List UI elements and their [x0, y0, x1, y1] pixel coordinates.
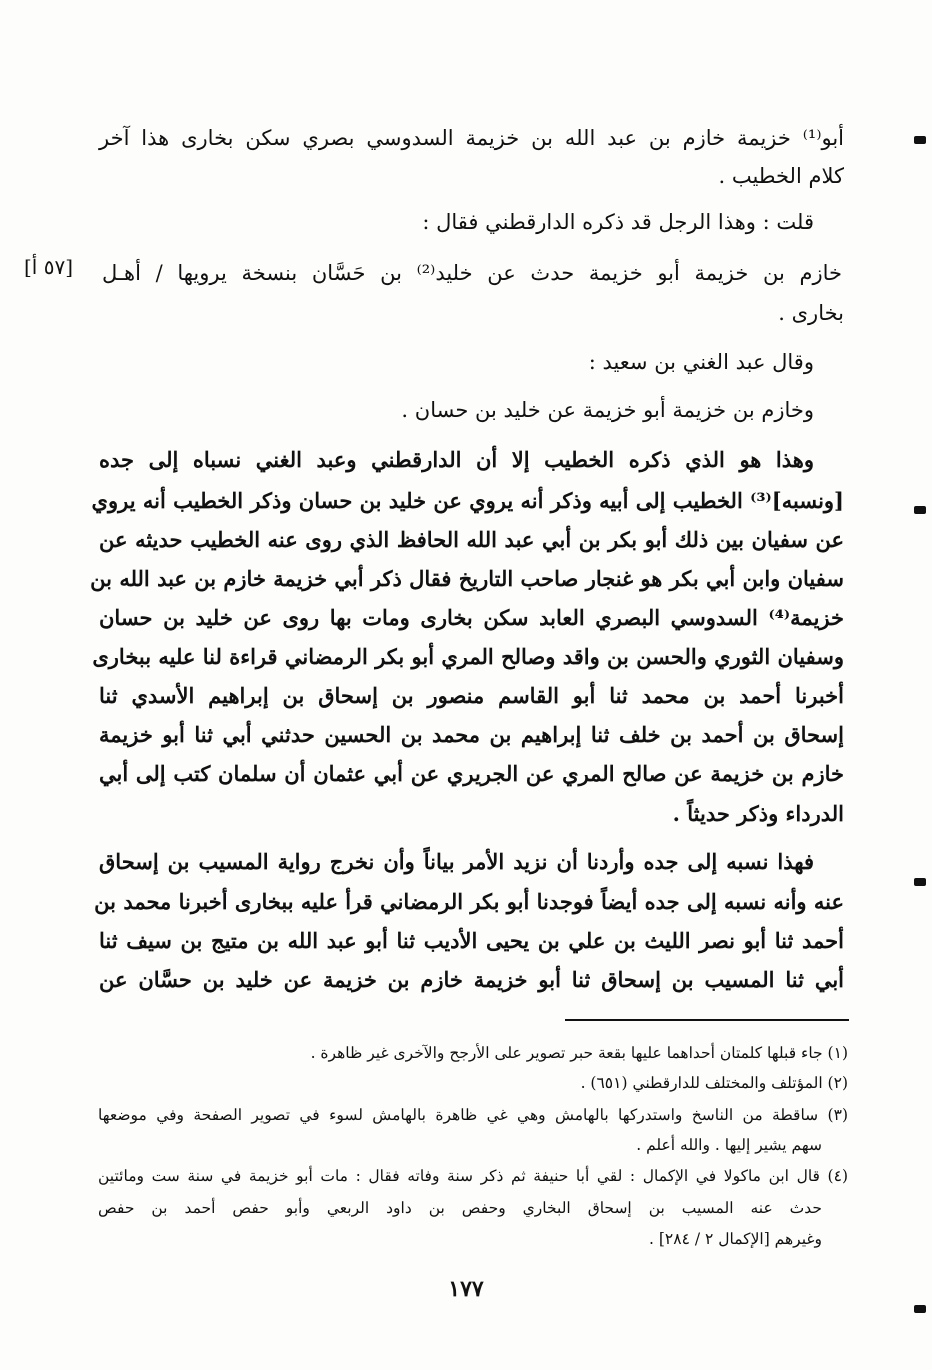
- body-line: عنه وأنه نسبه إلى جده أيضاً فوجدنا أبو بكر الرمضاني قرأ عليه ببخارى أخبرنا محمد بن: [94, 889, 844, 914]
- edge-mark: [914, 506, 926, 514]
- footnote-continuation: وغيرهم [الإكمال ٢ / ٢٨٤] .: [649, 1230, 822, 1248]
- body-line: وقال عبد الغني بن سعيد :: [588, 350, 814, 374]
- body-line: خزيمة⁽⁴⁾ السدوسي البصري العابد سكن بخارى ومات بها روى عن خليد بن حسان: [99, 605, 844, 630]
- body-line: [ونسبه]⁽³⁾ الخطيب إلى أبيه وذكر أنه يروي عن خليد بن حسان وذكر الخطيب أنه يروي: [91, 488, 844, 513]
- folio-margin-note: [٥٧ أ]: [24, 255, 74, 279]
- body-line: خازم بن خزيمة أبو خزيمة حدث عن خليد⁽²⁾ بن حَسَّان بنسخة يرويها / أهـل: [102, 261, 842, 285]
- body-line: إسحاق بن أحمد بن خلف ثنا إبراهيم بن محمد بن الحسين حدثني أبي ثنا أبو خزيمة: [99, 722, 844, 747]
- body-line: سفيان وابن أبي بكر هو غنجار صاحب التاريخ فقال ذكر أبي خزيمة خازم بن عبد الله بن: [90, 566, 844, 591]
- body-line: أخبرنا أحمد بن محمد ثنا أبو القاسم منصور بن إسحاق بن إبراهيم الأسدي ثنا: [99, 683, 844, 708]
- footnote: (٤) قال ابن ماكولا في الإكمال : لقي أبا حنيفة ثم ذكر سنة وفاته فقال : مات أبو خزيمة في سنة ست ومائتين: [98, 1167, 848, 1185]
- edge-mark: [914, 136, 926, 144]
- edge-mark: [914, 1305, 926, 1313]
- body-line: أبي ثنا المسيب بن إسحاق ثنا أبو خزيمة خازم بن خزيمة عن خليد بن حسَّان عن: [99, 967, 844, 992]
- page-number: ١٧٧: [448, 1276, 484, 1302]
- footnote-continuation: حدث عنه المسيب بن إسحاق البخاري وحفص بن داود الربعي وأبو حفص أحمد بن حفص: [98, 1199, 822, 1217]
- body-line: بخارى .: [778, 301, 844, 325]
- body-line: قلت : وهذا الرجل قد ذكره الدارقطني فقال :: [422, 210, 814, 234]
- body-line: وهذا هو الذي ذكره الخطيب إلا أن الدارقطني وعبد الغني نسباه إلى جده: [99, 447, 814, 472]
- footnote: (٣) ساقطة من الناسخ واستدركها بالهامش وهي غي ظاهرة بالهامش لسوء في تصوير الصفحة وفي موضعها: [98, 1106, 848, 1124]
- body-line: كلام الخطيب .: [718, 164, 844, 188]
- body-line: فهذا نسبه إلى جده وأردنا أن نزيد الأمر بياناً وأن نخرج رواية المسيب بن إسحاق: [99, 849, 814, 874]
- body-line: خازم بن خزيمة عن صالح المري عن الجريري عن أبي عثمان أن سلمان كتب إلى أبي: [99, 761, 844, 786]
- body-line: أبو⁽¹⁾ خزيمة خازم بن عبد الله بن خزيمة السدوسي بصري سكن بخارى هذا آخر: [99, 126, 844, 150]
- body-line: وسفيان الثوري والحسن بن واقد وصالح المري أبو بكر الرمضاني قراءة لنا عليه ببخارى: [92, 644, 844, 669]
- body-line: عن سفيان بين ذلك أبو بكر بن أبي عبد الله الحافظ الذي روى عنه الخطيب حديثه عن: [99, 527, 844, 552]
- footnote-separator: [565, 1019, 849, 1021]
- body-line: الدرداء وذكر حديثاً .: [672, 801, 844, 826]
- footnote-continuation: سهم يشير إليها . والله أعلم .: [636, 1136, 822, 1154]
- body-line: وخازم بن خزيمة أبو خزيمة عن خليد بن حسان .: [401, 398, 814, 422]
- footnote: (٢) المؤتلف والمختلف للدارقطني (٦٥١) .: [580, 1074, 848, 1092]
- body-line: أحمد ثنا أبو نصر الليث بن علي بن يحيى الأديب ثنا أبو عبد الله بن متيج بن سيف ثنا: [99, 928, 844, 953]
- footnote: (١) جاء قبلها كلمتان أحداهما عليها بقعة حبر تصوير على الأرجح والآخرى غير ظاهرة .: [310, 1044, 848, 1062]
- edge-mark: [914, 878, 926, 886]
